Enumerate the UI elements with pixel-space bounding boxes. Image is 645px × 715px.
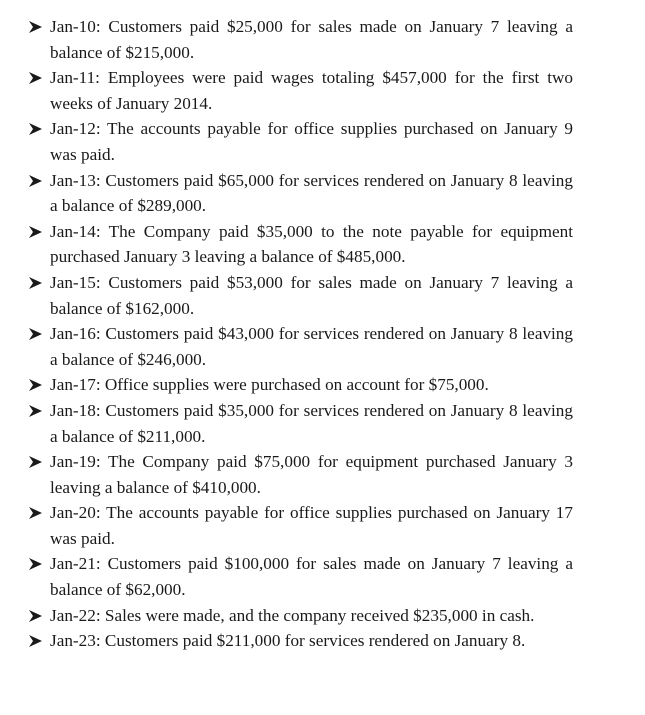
transaction-entry-text: Jan-10: Customers paid $25,000 for sales made on January 7 leaving a balance of $215,000.: [50, 17, 573, 62]
arrowhead-bullet-icon: [28, 449, 44, 475]
transaction-entry-2: [0, 65, 645, 116]
transaction-entry-4: [0, 168, 645, 219]
arrowhead-bullet-icon: [28, 65, 44, 91]
transaction-entry-12: [0, 551, 645, 602]
transaction-entry-text: Jan-15: Customers paid $53,000 for sales made on January 7 leaving a balance of $162,000.: [50, 272, 573, 318]
transaction-entry-text: Jan-20: The accounts payable for office supplies purchased on January 17 was paid.: [50, 503, 573, 548]
transaction-entry-3: [0, 116, 645, 167]
transaction-entry-14: [0, 628, 645, 654]
transaction-entry-text: Jan-19: The Company paid $75,000 for equipment purchased January 3 leaving a balance of $410,000.: [50, 452, 573, 497]
transaction-entry-text: Jan-22: Sales were made, and the company received $235,000 in cash.: [50, 605, 535, 625]
transaction-entry-7: [0, 321, 645, 372]
arrowhead-bullet-icon: [28, 321, 44, 347]
transaction-entry-text: Jan-23: Customers paid $211,000 for services rendered on January 8.: [50, 631, 526, 651]
transaction-entry-text: Jan-11: Employees were paid wages totaling $457,000 for the first two weeks of January 2014.: [50, 68, 573, 113]
arrowhead-bullet-icon: [28, 270, 44, 296]
arrowhead-bullet-icon: [28, 500, 44, 526]
arrowhead-bullet-icon: [28, 628, 44, 654]
arrowhead-bullet-icon: [28, 14, 44, 40]
transaction-entry-13: [0, 603, 645, 629]
transaction-entry-text: Jan-12: The accounts payable for office supplies purchased on January 9 was paid.: [50, 119, 573, 164]
transaction-entry-6: [0, 270, 645, 321]
transaction-list: [0, 14, 645, 654]
transaction-entry-text: Jan-17: Office supplies were purchased on account for $75,000.: [50, 375, 489, 395]
arrowhead-bullet-icon: [28, 372, 44, 398]
transaction-entry-11: [0, 500, 645, 551]
arrowhead-bullet-icon: [28, 116, 44, 142]
transaction-entry-text: Jan-18: Customers paid $35,000 for services rendered on January 8 leaving a balance of $211,000.: [50, 400, 573, 446]
arrowhead-bullet-icon: [28, 168, 44, 194]
transaction-entry-text: Jan-21: Customers paid $100,000 for sales made on January 7 leaving a balance of $62,000.: [50, 554, 573, 600]
arrowhead-bullet-icon: [28, 603, 44, 629]
transaction-entry-text: Jan-14: The Company paid $35,000 to the note payable for equipment purchased January 3 leaving a balance of $485,000.: [50, 221, 573, 267]
arrowhead-bullet-icon: [28, 551, 44, 577]
transaction-entry-text: Jan-13: Customers paid $65,000 for services rendered on January 8 leaving a balance of $289,000.: [50, 170, 573, 216]
transaction-entry-9: [0, 398, 645, 449]
transaction-entry-1: [0, 14, 645, 65]
transaction-entry-5: [0, 219, 645, 270]
transaction-entry-text: Jan-16: Customers paid $43,000 for services rendered on January 8 leaving a balance of $246,000.: [50, 324, 573, 369]
arrowhead-bullet-icon: [28, 398, 44, 424]
transaction-entry-8: [0, 372, 645, 398]
transaction-entry-10: [0, 449, 645, 500]
arrowhead-bullet-icon: [28, 219, 44, 245]
